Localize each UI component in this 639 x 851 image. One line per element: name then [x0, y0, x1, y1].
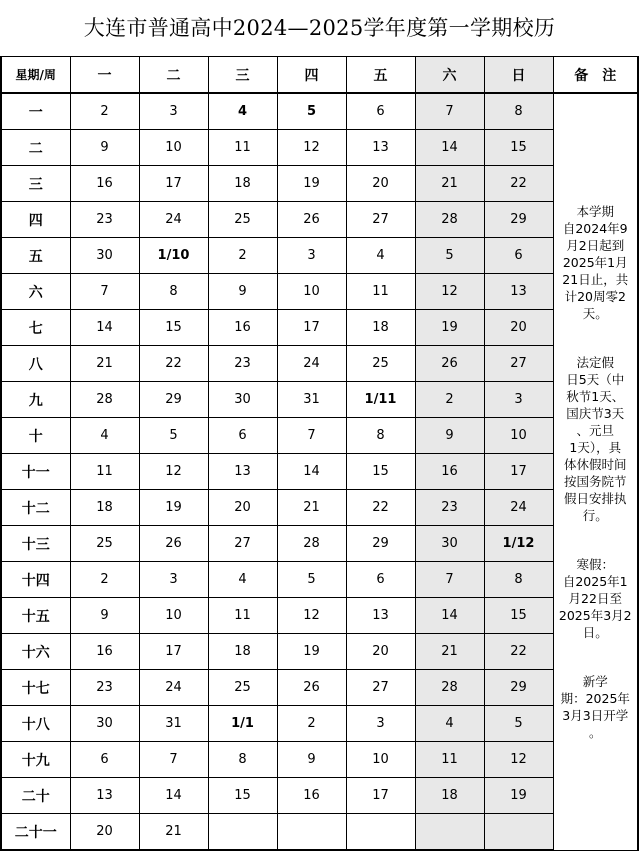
header-corner: 星期/周 [1, 57, 70, 94]
date-cell: 3 [484, 382, 553, 418]
header-row [1, 57, 638, 94]
page-title: 大连市普通高中2024—2025学年度第一学期校历 [83, 16, 556, 40]
week-row [1, 526, 638, 562]
date-cell: 3 [277, 238, 346, 274]
note-line: 假日安排执 [563, 490, 627, 506]
date-cell: 2 [70, 562, 139, 598]
date-cell: 9 [208, 274, 277, 310]
week-row [1, 310, 638, 346]
date-cell: 11 [346, 274, 415, 310]
date-cell: 7 [415, 93, 484, 130]
date-cell: 14 [277, 454, 346, 490]
date-cell: 26 [415, 346, 484, 382]
note-line: 自2025年1 [562, 573, 628, 589]
date-cell: 18 [415, 778, 484, 814]
date-cell: 16 [70, 634, 139, 670]
date-cell: 24 [277, 346, 346, 382]
date-cell: 18 [208, 166, 277, 202]
week-label: 四 [1, 202, 70, 238]
date-cell: 4 [415, 706, 484, 742]
date-cell: 30 [70, 706, 139, 742]
date-cell: 19 [484, 778, 553, 814]
date-cell: 20 [208, 490, 277, 526]
date-cell: 24 [139, 670, 208, 706]
date-cell: 21 [70, 346, 139, 382]
date-cell: 16 [208, 310, 277, 346]
date-cell: 6 [70, 742, 139, 778]
date-cell: 11 [208, 130, 277, 166]
date-cell: 21 [277, 490, 346, 526]
note-line: 按国务院节 [563, 473, 627, 489]
date-cell: 5 [277, 562, 346, 598]
week-row [1, 346, 638, 382]
date-cell: 27 [208, 526, 277, 562]
note-line: 法定假 [576, 354, 614, 370]
week-label: 二十 [1, 778, 70, 814]
date-cell: 17 [277, 310, 346, 346]
date-cell: 8 [208, 742, 277, 778]
date-cell: 30 [208, 382, 277, 418]
date-cell [346, 814, 415, 851]
week-label: 五 [1, 238, 70, 274]
note-line: 2025年3月2 [558, 607, 632, 623]
note-line: 期：2025年 [560, 690, 630, 706]
date-cell: 9 [70, 598, 139, 634]
date-cell: 12 [415, 274, 484, 310]
date-cell: 25 [208, 670, 277, 706]
date-cell: 20 [484, 310, 553, 346]
date-cell: 18 [208, 634, 277, 670]
week-label: 七 [1, 310, 70, 346]
date-cell: 14 [139, 778, 208, 814]
date-cell: 1/12 [484, 526, 553, 562]
date-cell: 22 [484, 166, 553, 202]
date-cell: 6 [208, 418, 277, 454]
date-cell: 7 [139, 742, 208, 778]
date-cell: 22 [139, 346, 208, 382]
date-cell: 25 [208, 202, 277, 238]
note-line: 、元旦 [576, 422, 614, 438]
week-label: 十七 [1, 670, 70, 706]
week-label: 六 [1, 274, 70, 310]
date-cell: 5 [415, 238, 484, 274]
date-cell: 7 [415, 562, 484, 598]
date-cell: 23 [415, 490, 484, 526]
note-line: 2025年1月 [562, 254, 628, 270]
week-label: 一 [1, 93, 70, 130]
date-cell: 8 [346, 418, 415, 454]
note-line: 日5天（中 [566, 371, 625, 387]
date-cell: 6 [484, 238, 553, 274]
week-row [1, 130, 638, 166]
note-paragraph [557, 556, 635, 641]
date-cell: 3 [139, 562, 208, 598]
date-cell: 16 [70, 166, 139, 202]
note-line: 月22日至 [568, 590, 622, 606]
date-cell: 2 [415, 382, 484, 418]
school-calendar-table [0, 56, 639, 851]
week-row [1, 166, 638, 202]
note-paragraph [557, 673, 635, 741]
date-cell: 20 [346, 634, 415, 670]
date-cell: 8 [484, 562, 553, 598]
date-cell: 10 [139, 130, 208, 166]
date-cell: 8 [139, 274, 208, 310]
date-cell: 10 [484, 418, 553, 454]
date-cell: 18 [346, 310, 415, 346]
week-row [1, 238, 638, 274]
date-cell: 30 [70, 238, 139, 274]
date-cell: 29 [139, 382, 208, 418]
note-line: 自2024年9 [562, 220, 628, 236]
date-cell: 21 [139, 814, 208, 851]
note-line: 3月3日开学 [562, 707, 629, 723]
week-label: 十一 [1, 454, 70, 490]
date-cell: 11 [415, 742, 484, 778]
date-cell: 26 [277, 670, 346, 706]
note-line: 21日止，共 [562, 271, 629, 287]
date-cell: 15 [139, 310, 208, 346]
date-cell: 3 [346, 706, 415, 742]
date-cell: 16 [277, 778, 346, 814]
date-cell: 18 [70, 490, 139, 526]
date-cell: 26 [277, 202, 346, 238]
week-label: 十二 [1, 490, 70, 526]
date-cell: 5 [139, 418, 208, 454]
date-cell: 10 [139, 598, 208, 634]
date-cell: 13 [346, 598, 415, 634]
note-paragraph [557, 354, 635, 524]
week-row [1, 778, 638, 814]
note-line: 日。 [582, 624, 608, 640]
note-line: 1天），具 [569, 439, 622, 455]
week-row [1, 742, 638, 778]
date-cell: 25 [70, 526, 139, 562]
date-cell: 21 [415, 166, 484, 202]
date-cell: 22 [346, 490, 415, 526]
week-row [1, 93, 638, 130]
date-cell: 11 [208, 598, 277, 634]
week-row [1, 670, 638, 706]
header-day-thu: 四 [277, 57, 346, 94]
date-cell: 9 [415, 418, 484, 454]
week-label: 十三 [1, 526, 70, 562]
date-cell: 29 [484, 670, 553, 706]
header-day-wed: 三 [208, 57, 277, 94]
week-row [1, 490, 638, 526]
date-cell: 24 [484, 490, 553, 526]
date-cell [208, 814, 277, 851]
date-cell: 29 [484, 202, 553, 238]
note-line: 天。 [582, 305, 608, 321]
calendar-body [1, 93, 638, 850]
week-label: 十八 [1, 706, 70, 742]
date-cell: 12 [277, 598, 346, 634]
note-line: 体休假时间 [563, 456, 627, 472]
date-cell: 19 [139, 490, 208, 526]
date-cell: 17 [484, 454, 553, 490]
date-cell [277, 814, 346, 851]
week-label: 三 [1, 166, 70, 202]
week-row [1, 418, 638, 454]
date-cell: 4 [70, 418, 139, 454]
date-cell: 14 [415, 130, 484, 166]
date-cell: 28 [415, 202, 484, 238]
date-cell: 12 [277, 130, 346, 166]
note-line: 。 [588, 724, 602, 740]
date-cell: 27 [346, 670, 415, 706]
date-cell: 6 [346, 93, 415, 130]
date-cell: 13 [346, 130, 415, 166]
date-cell: 21 [415, 634, 484, 670]
note-line: 国庆节3天 [566, 405, 625, 421]
note-paragraph [557, 203, 635, 322]
note-line: 计20周零2 [564, 288, 626, 304]
date-cell: 10 [346, 742, 415, 778]
date-cell [415, 814, 484, 851]
date-cell: 29 [346, 526, 415, 562]
date-cell: 15 [484, 598, 553, 634]
header-notes: 备 注 [553, 57, 638, 94]
date-cell [484, 814, 553, 851]
notes-cell [553, 93, 638, 850]
date-cell: 26 [139, 526, 208, 562]
header-day-mon: 一 [70, 57, 139, 94]
date-cell: 30 [415, 526, 484, 562]
week-label: 十五 [1, 598, 70, 634]
header-day-sun: 日 [484, 57, 553, 94]
date-cell: 9 [70, 130, 139, 166]
date-cell: 19 [277, 634, 346, 670]
note-line: 秋节1天、 [566, 388, 625, 404]
week-row [1, 274, 638, 310]
date-cell: 4 [208, 562, 277, 598]
date-cell: 12 [484, 742, 553, 778]
note-line: 月2日起到 [566, 237, 625, 253]
date-cell: 13 [484, 274, 553, 310]
date-cell: 23 [70, 202, 139, 238]
date-cell: 24 [139, 202, 208, 238]
week-label: 九 [1, 382, 70, 418]
date-cell: 17 [139, 634, 208, 670]
date-cell: 15 [484, 130, 553, 166]
date-cell: 20 [346, 166, 415, 202]
date-cell: 7 [70, 274, 139, 310]
date-cell: 4 [346, 238, 415, 274]
date-cell: 22 [484, 634, 553, 670]
date-cell: 7 [277, 418, 346, 454]
date-cell: 31 [277, 382, 346, 418]
date-cell: 14 [70, 310, 139, 346]
week-label: 二 [1, 130, 70, 166]
date-cell: 15 [208, 778, 277, 814]
date-cell: 5 [277, 93, 346, 130]
week-row [1, 634, 638, 670]
note-line: 本学期 [576, 203, 614, 219]
week-row [1, 706, 638, 742]
week-row [1, 562, 638, 598]
date-cell: 6 [346, 562, 415, 598]
date-cell: 19 [277, 166, 346, 202]
date-cell: 28 [70, 382, 139, 418]
header-day-sat: 六 [415, 57, 484, 94]
week-label: 十六 [1, 634, 70, 670]
header-day-tue: 二 [139, 57, 208, 94]
date-cell: 8 [484, 93, 553, 130]
date-cell: 2 [208, 238, 277, 274]
date-cell: 23 [208, 346, 277, 382]
date-cell: 23 [70, 670, 139, 706]
date-cell: 20 [70, 814, 139, 851]
date-cell: 2 [70, 93, 139, 130]
week-row [1, 814, 638, 851]
week-label: 十九 [1, 742, 70, 778]
date-cell: 11 [70, 454, 139, 490]
date-cell: 2 [277, 706, 346, 742]
note-line: 行。 [582, 507, 608, 523]
date-cell: 17 [139, 166, 208, 202]
week-row [1, 202, 638, 238]
week-row [1, 454, 638, 490]
date-cell: 4 [208, 93, 277, 130]
note-line: 新学 [582, 673, 608, 689]
date-cell: 9 [277, 742, 346, 778]
date-cell: 5 [484, 706, 553, 742]
week-label: 十 [1, 418, 70, 454]
header-day-fri: 五 [346, 57, 415, 94]
date-cell: 12 [139, 454, 208, 490]
date-cell: 13 [208, 454, 277, 490]
date-cell: 3 [139, 93, 208, 130]
week-row [1, 598, 638, 634]
date-cell: 28 [277, 526, 346, 562]
date-cell: 19 [415, 310, 484, 346]
date-cell: 25 [346, 346, 415, 382]
week-row [1, 382, 638, 418]
date-cell: 10 [277, 274, 346, 310]
date-cell: 1/10 [139, 238, 208, 274]
note-line: 寒假： [576, 556, 614, 572]
date-cell: 15 [346, 454, 415, 490]
week-label: 八 [1, 346, 70, 382]
date-cell: 27 [346, 202, 415, 238]
date-cell: 1/11 [346, 382, 415, 418]
date-cell: 27 [484, 346, 553, 382]
week-label: 二十一 [1, 814, 70, 851]
date-cell: 14 [415, 598, 484, 634]
week-label: 十四 [1, 562, 70, 598]
date-cell: 16 [415, 454, 484, 490]
date-cell: 17 [346, 778, 415, 814]
date-cell: 28 [415, 670, 484, 706]
date-cell: 1/1 [208, 706, 277, 742]
date-cell: 13 [70, 778, 139, 814]
date-cell: 31 [139, 706, 208, 742]
